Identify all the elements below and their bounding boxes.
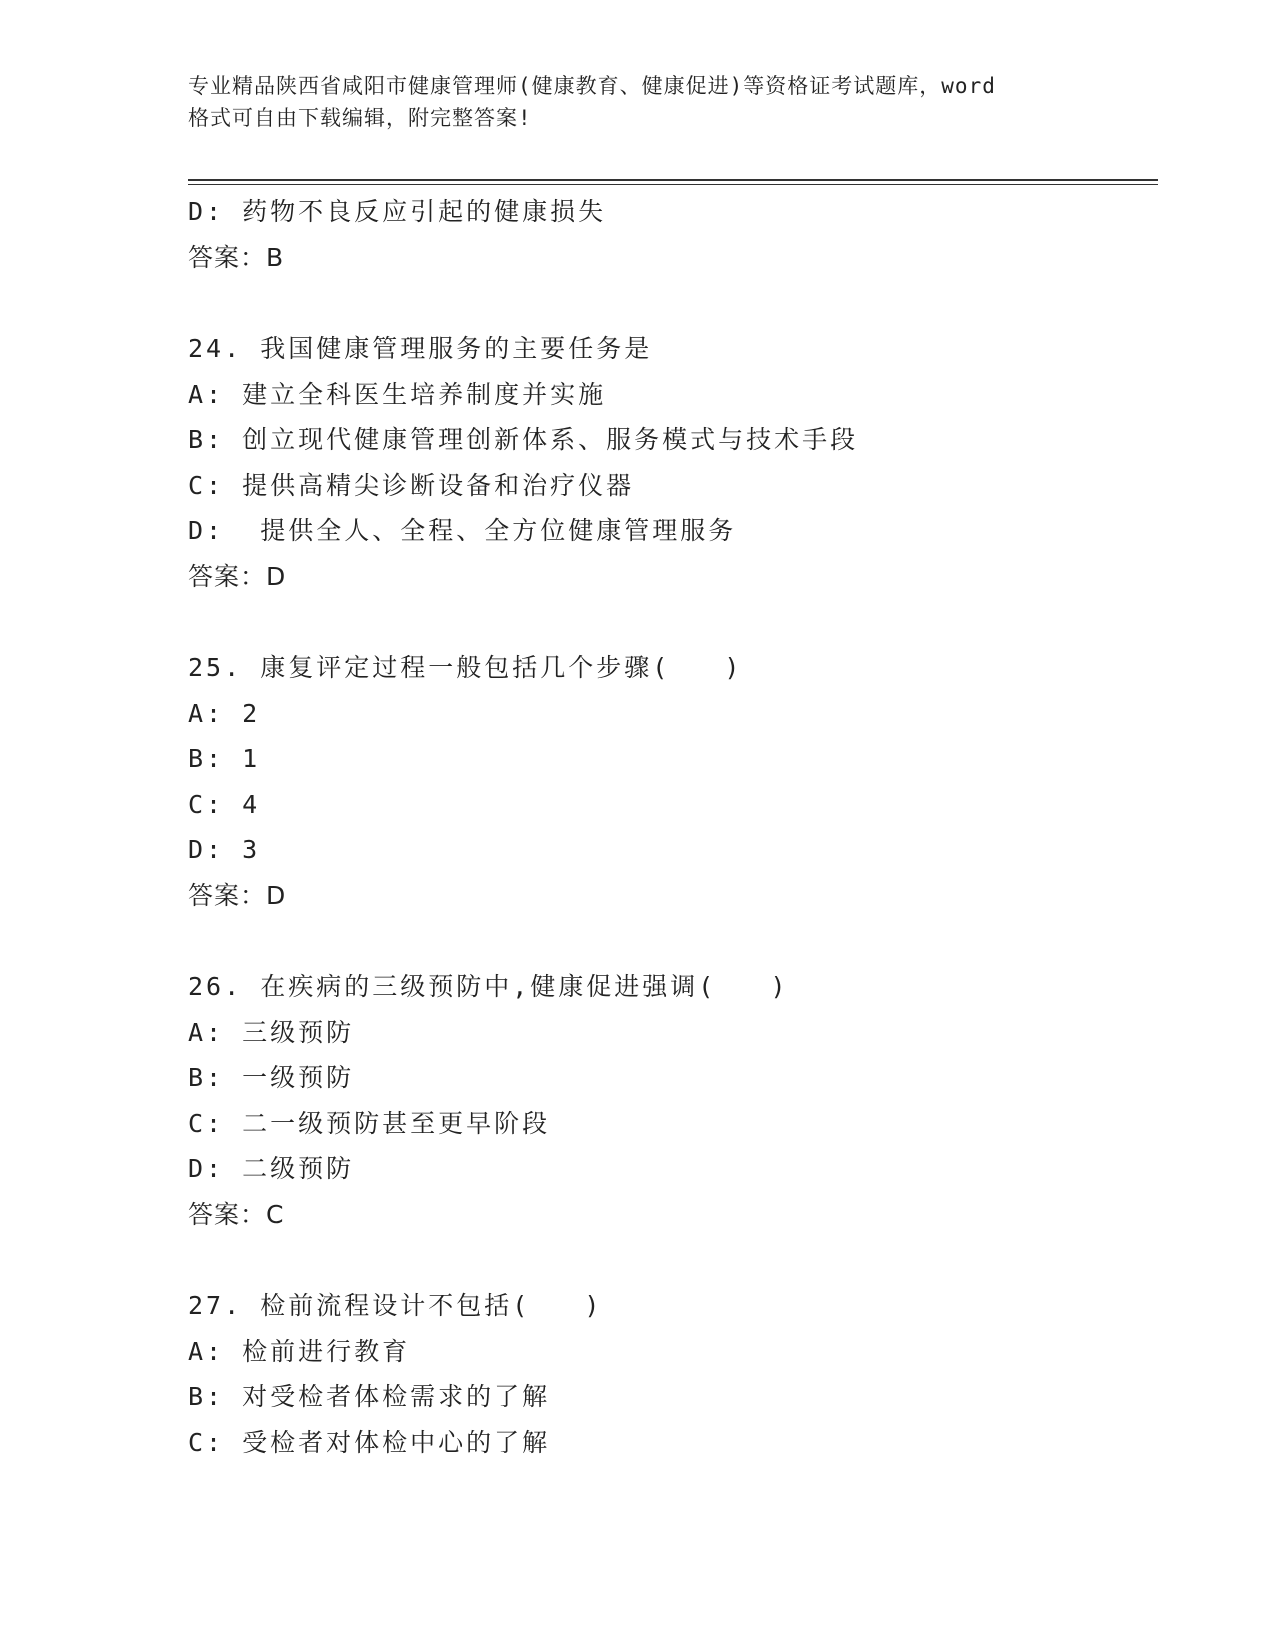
option-c: C: 二一级预防甚至更早阶段 (188, 1108, 551, 1138)
option-a: A: 检前进行教育 (188, 1336, 411, 1366)
option-b: B: 一级预防 (188, 1063, 355, 1092)
option-c: C: 4 (188, 789, 261, 819)
option-d: D: 提供全人、全程、全方位健康管理服务 (188, 516, 737, 545)
question-25 (188, 645, 1188, 918)
question-list (188, 189, 1188, 1465)
header-divider-thick (188, 179, 1158, 181)
question-26 (188, 964, 1188, 1237)
question-stem: 25. 康复评定过程一般包括几个步骤( ) (188, 653, 743, 682)
option-d: D: 药物不良反应引起的健康损失 (188, 197, 607, 226)
question-stem: 27. 检前流程设计不包括( ) (188, 1291, 603, 1320)
answer: 答案：C (188, 1199, 285, 1229)
option-b: B: 对受检者体检需求的了解 (188, 1382, 551, 1411)
option-c: C: 受检者对体检中心的了解 (188, 1427, 551, 1457)
option-a: A: 2 (188, 698, 261, 728)
question-stem: 24. 我国健康管理服务的主要任务是 (188, 334, 653, 363)
header-line-1: 专业精品陕西省咸阳市健康管理师(健康教育、健康促进)等资格证考试题库，word (188, 74, 996, 98)
option-b: B: 1 (188, 744, 261, 773)
option-a: A: 建立全科医生培养制度并实施 (188, 379, 607, 409)
header-divider-thin (188, 184, 1158, 185)
answer: 答案：B (188, 242, 285, 272)
option-a: A: 三级预防 (188, 1017, 355, 1047)
header-line-2: 格式可自由下载编辑，附完整答案! (188, 106, 532, 130)
option-d: D: 二级预防 (188, 1154, 355, 1183)
option-c: C: 提供高精尖诊断设备和治疗仪器 (188, 470, 635, 500)
document-header (188, 70, 1088, 134)
answer: 答案：D (188, 880, 287, 910)
option-d: D: 3 (188, 835, 261, 864)
question-24 (188, 326, 1188, 599)
question-27 (188, 1283, 1188, 1465)
question-stem: 26. 在疾病的三级预防中,健康促进强调( ) (188, 972, 789, 1001)
answer: 答案：D (188, 561, 287, 591)
option-b: B: 创立现代健康管理创新体系、服务模式与技术手段 (188, 425, 859, 454)
